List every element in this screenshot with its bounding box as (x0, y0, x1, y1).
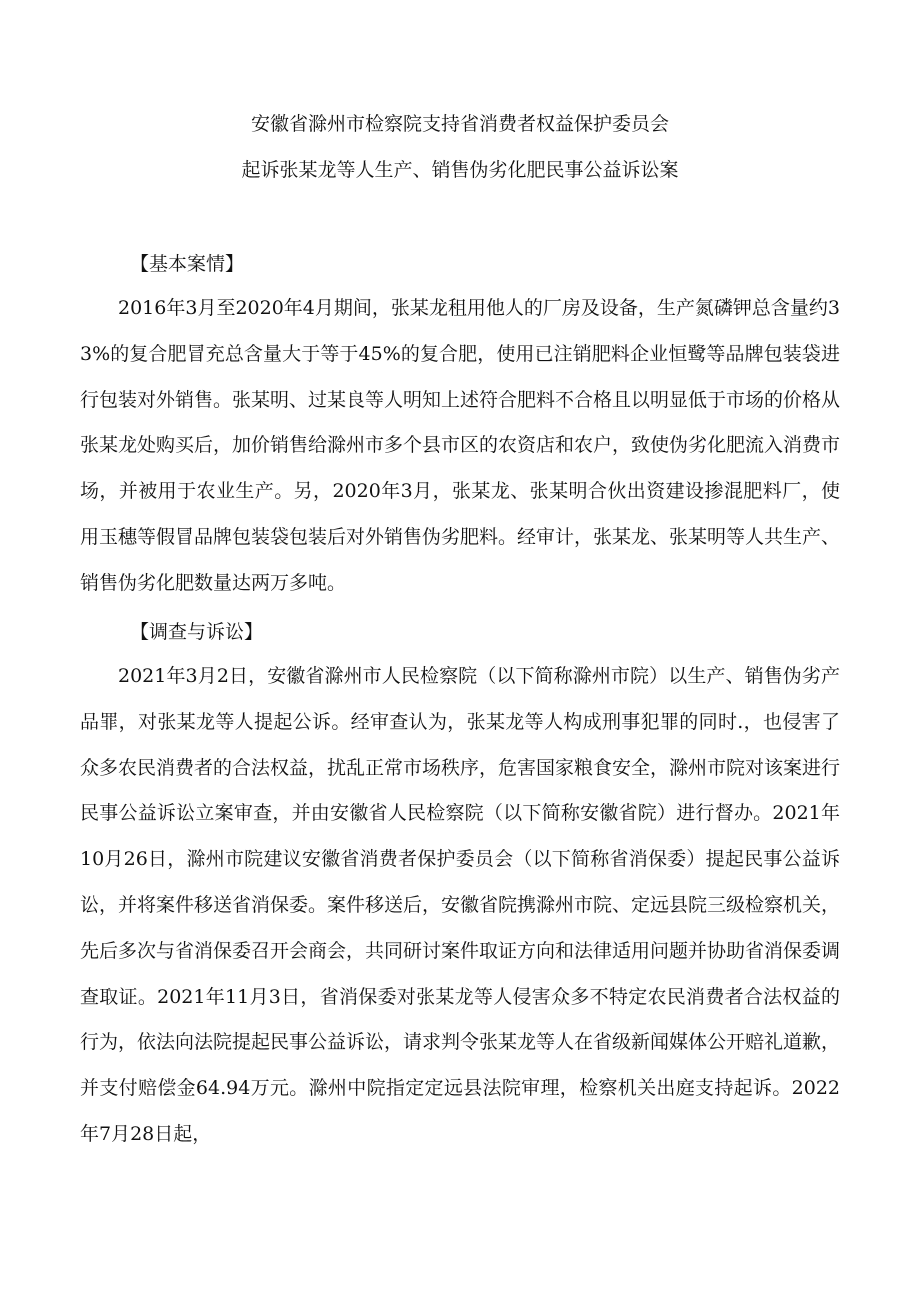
section-paragraph-basic-facts: 2016年3月至2020年4月期间，张某龙租用他人的厂房及设备，生产氮磷钾总含量约33%的复合肥冒充总含量大于等于45%的复合肥，使用已注销肥料企业恒鹭等品牌包装袋进行包装对外销售。张某明、过某良等人明知上述符合肥料不合格且以明显低于市场的价格从张某龙处购买后，加价销售给滁州市多个县市区的农资店和农户，致使伪劣化肥流入消费市场，并被用于农业生产。另，2020年3月，张某龙、张某明合伙出资建设掺混肥料厂，使用玉穗等假冒品牌包装袋包装后对外销售伪劣肥料。经审计，张某龙、张某明等人共生产、销售伪劣化肥数量达两万多吨。 (80, 297, 841, 594)
document-title-line-2: 起诉张某龙等人生产、销售伪劣化肥民事公益诉讼案 (241, 159, 679, 181)
section-paragraph-investigation: 2021年3月2日，安徽省滁州市人民检察院（以下简称滁州市院）以生产、销售伪劣产品罪，对张某龙等人提起公诉。经审查认为，张某龙等人构成刑事犯罪的同时.，也侵害了众多农民消费者的合法权益，扰乱正常市场秩序，危害国家粮食安全，滁州市院对该案进行民事公益诉讼立案审查，并由安徽省人民检察院（以下简称安徽省院）进行督办。2021年10月26日，滁州市院建议安徽省消费者保护委员会（以下简称省消保委）提起民事公益诉讼，并将案件移送省消保委。案件移送后，安徽省院携滁州市院、定远县院三级检察机关，先后多次与省消保委召开会商会，共同研讨案件取证方向和法律适用问题并协助省消保委调查取证。2021年11月3日，省消保委对张某龙等人侵害众多不特定农民消费者合法权益的行为，依法向法院提起民事公益诉讼，请求判令张某龙等人在省级新闻媒体公开赔礼道歉，并支付赔偿金64.94万元。滁州中院指定定远县法院审理，检察机关出庭支持起诉。2022年7月28日起， (80, 665, 841, 1145)
section-heading-investigation: 【调查与诉讼】 (130, 621, 264, 643)
section-heading-basic-facts: 【基本案情】 (130, 253, 245, 275)
document-title-line-1: 安徽省滁州市检察院支持省消费者权益保护委员会 (250, 113, 669, 135)
